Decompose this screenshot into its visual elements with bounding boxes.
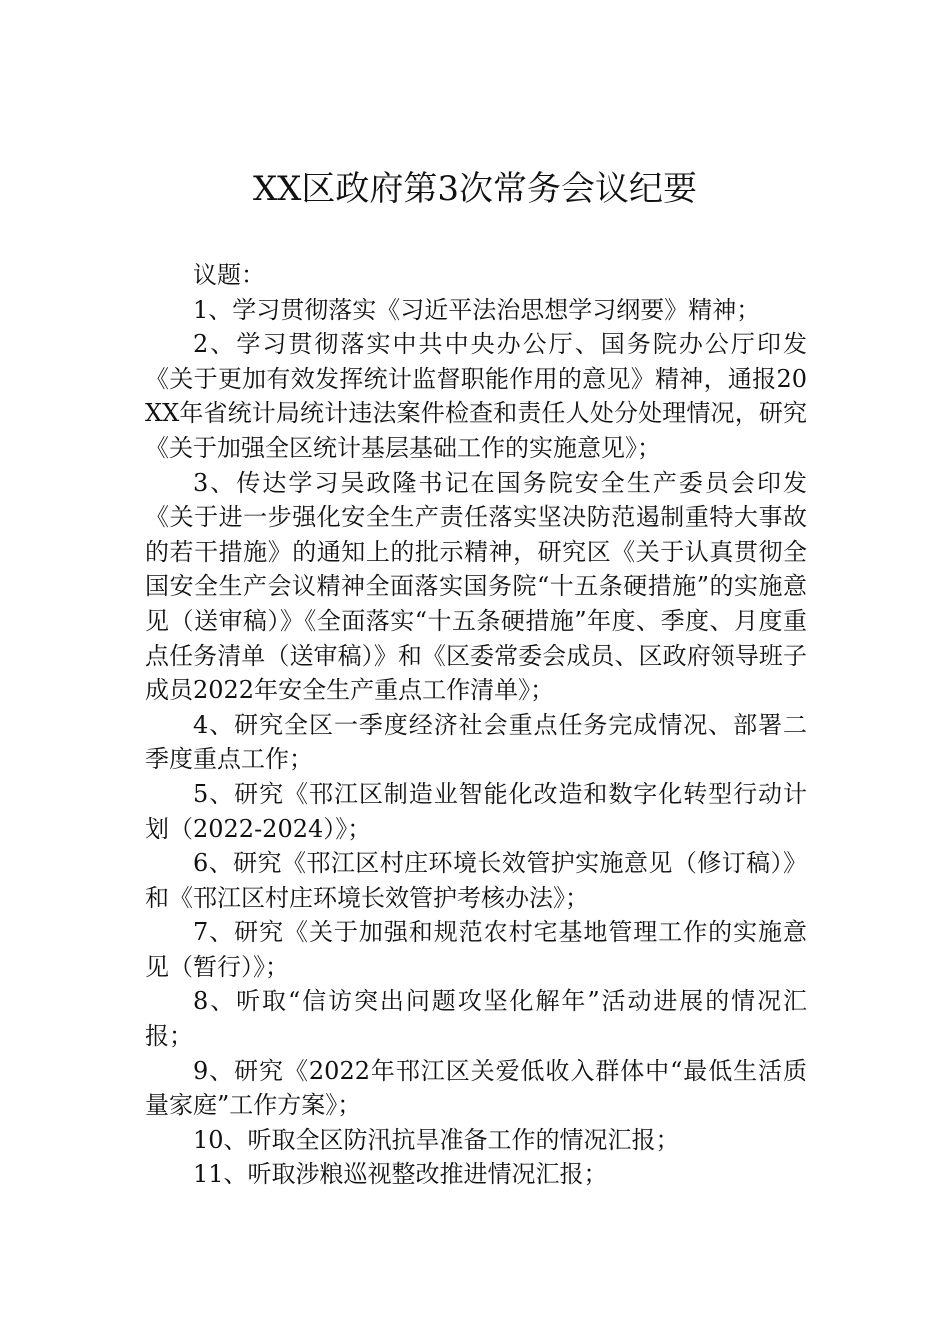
agenda-item: 11、听取涉粮巡视整改推进情况汇报； [193, 1160, 608, 1189]
agenda-item: 8、听取“信访突出问题攻坚化解年”活动进展的情况汇报； [145, 987, 807, 1051]
agenda-item: 10、听取全区防汛抗旱准备工作的情况汇报； [193, 1125, 680, 1154]
agenda-label: 议题： [193, 261, 265, 289]
document-title: XX区政府第3次常务会议纪要 [252, 169, 698, 209]
agenda-item: 7、研究《关于加强和规范农村宅基地管理工作的实施意见（暂行）》； [145, 918, 807, 981]
agenda-item: 4、研究全区一季度经济社会重点任务完成情况、部署二季度重点工作； [145, 710, 807, 774]
document-body [145, 258, 807, 1192]
agenda-item: 1、学习贯彻落实《习近平法治思想学习纲要》精神； [193, 295, 761, 324]
agenda-item: 2、学习贯彻落实中共中央办公厅、国务院办公厅印发《关于更加有效发挥统计监督职能作用的意见》精神，通报20XX年省统计局统计违法案件检查和责任人处分处理情况，研究《关于加强全区统计基层基础工作的实施意见》； [145, 330, 807, 462]
agenda-item: 6、研究《邗江区村庄环境长效管护实施意见（修订稿）》和《邗江区村庄环境长效管护考核办法》； [145, 849, 807, 912]
agenda-item: 9、研究《2022年邗江区关爱低收入群体中“最低生活质量家庭”工作方案》； [145, 1056, 807, 1120]
agenda-item: 5、研究《邗江区制造业智能化改造和数字化转型行动计划（2022-2024）》； [145, 779, 807, 843]
agenda-item: 3、传达学习吴政隆书记在国务院安全生产委员会印发《关于进一步强化安全生产责任落实坚决防范遏制重特大事故的若干措施》的通知上的批示精神，研究区《关于认真贯彻全国安全生产会议精神全面落实国务院“十五条硬措施”的实施意见（送审稿）》《全面落实“十五条硬措施”年度、季度、月度重点任务清单（送审稿）》和《区委常委会成员、区政府领导班子成员2022年安全生产重点工作清单》； [145, 468, 807, 705]
